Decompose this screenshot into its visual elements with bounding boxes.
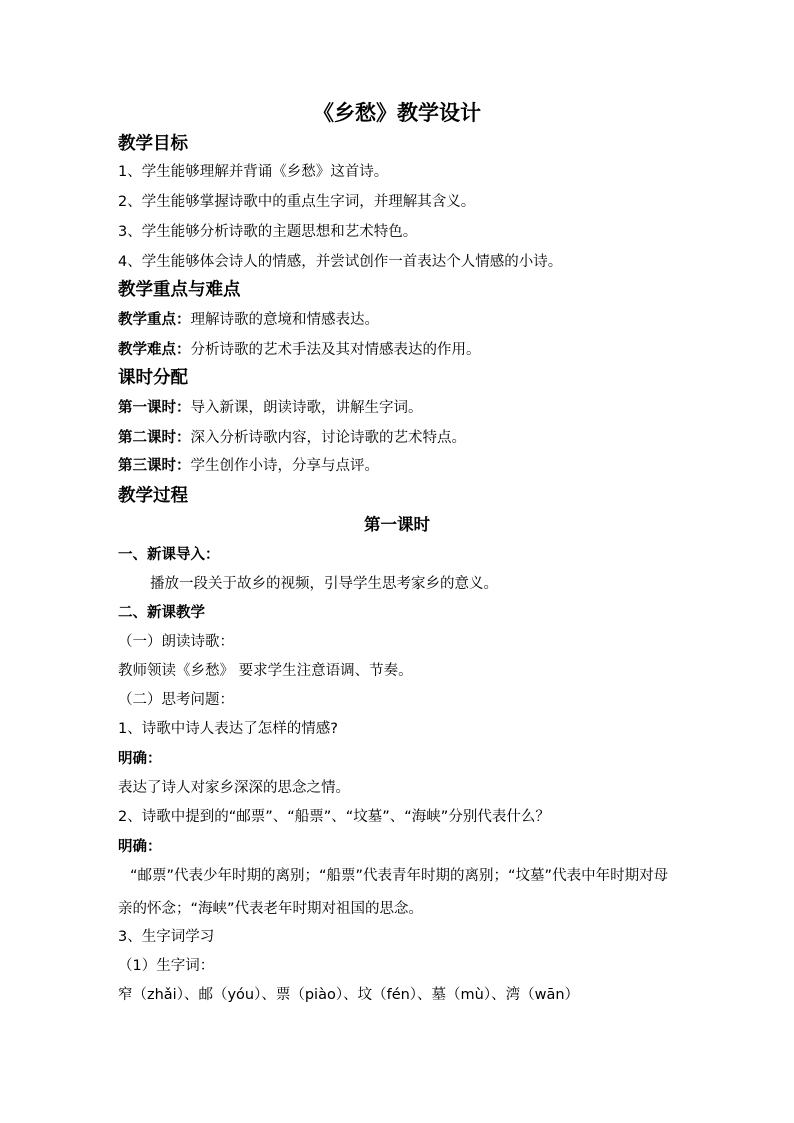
question-2: 2、诗歌中提到的“邮票”、“船票”、“坟墓”、“海峡”分别代表什么？: [118, 809, 550, 825]
question-1: 1、诗歌中诗人表达了怎样的情感?: [118, 721, 338, 737]
difficulty-label: 教学难点：: [118, 342, 191, 358]
schedule-text: 导入新课，朗读诗歌，讲解生字词。: [190, 400, 423, 416]
vocab-heading: 3、生字词学习: [118, 929, 215, 945]
intro-heading: 一、新课导入：: [118, 547, 220, 563]
schedule-text: 学生创作小诗，分享与点评。: [190, 458, 379, 474]
answer-1: 表达了诗人对家乡深深的思念之情。: [118, 780, 350, 796]
answer-2: “邮票”代表少年时期的离别；“船票”代表青年时期的离别；“坟墓”代表中年时期对母亲的怀念；“海峡”代表老年时期对祖国的思念。: [118, 868, 669, 917]
focus-text: 理解诗歌的意境和情感表达。: [190, 312, 379, 328]
think-heading: （二）思考问题：: [118, 692, 234, 708]
schedule-label: 第三课时：: [118, 458, 191, 474]
document-title: 《乡愁》教学设计: [313, 101, 481, 125]
schedule-item: [118, 428, 466, 448]
vocab-list: 窄（zhǎi）、邮（yóu）、票（piào）、坟（fén）、墓（mù）、湾（wān）: [118, 987, 580, 1003]
read-heading: （一）朗读诗歌：: [118, 634, 234, 650]
teach-heading: 二、新课教学: [118, 605, 205, 621]
schedule-text: 深入分析诗歌内容，讨论诗歌的艺术特点。: [190, 430, 466, 446]
difficulty-text: 分析诗歌的艺术手法及其对情感表达的作用。: [190, 342, 481, 358]
goals-heading: 教学目标: [118, 134, 188, 154]
answer-label: 明确：: [118, 839, 162, 855]
goal-item: 2、学生能够掌握诗歌中的重点生字词，并理解其含义。: [118, 194, 476, 210]
schedule-item: [118, 398, 423, 418]
goal-item: 1、学生能够理解并背诵《乡愁》这首诗。: [118, 164, 389, 180]
schedule-label: 第一课时：: [118, 400, 191, 416]
vocab-subheading: （1）生字词：: [118, 958, 215, 974]
goal-item: 3、学生能够分析诗歌的主题思想和艺术特色。: [118, 224, 418, 240]
answer-label: 明确：: [118, 751, 162, 767]
goal-item: 4、学生能够体会诗人的情感，并尝试创作一首表达个人情感的小诗。: [118, 254, 563, 270]
keypoints-heading: 教学重点与难点: [118, 280, 241, 300]
process-heading: 教学过程: [118, 486, 188, 506]
read-text: 教师领读《乡愁》 要求学生注意语调、节奏。: [118, 663, 413, 679]
schedule-item: [118, 456, 379, 476]
schedule-heading: 课时分配: [118, 368, 188, 388]
focus-label: 教学重点：: [118, 312, 191, 328]
schedule-label: 第二课时：: [118, 430, 191, 446]
focus-line: [118, 310, 379, 330]
difficulty-line: [118, 340, 481, 360]
lesson-title: 第一课时: [364, 515, 430, 534]
intro-text: 播放一段关于故乡的视频，引导学生思考家乡的意义。: [150, 576, 498, 592]
